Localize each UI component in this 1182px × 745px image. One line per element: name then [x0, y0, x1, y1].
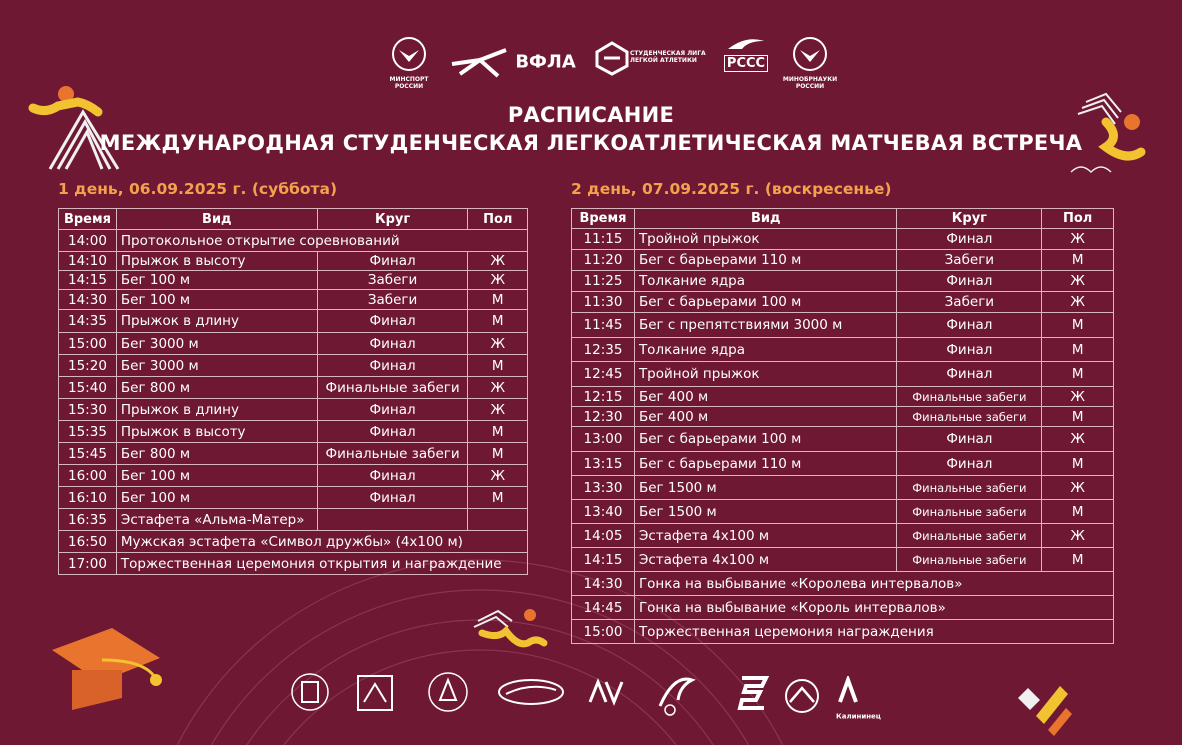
round-cell: Финал [317, 355, 468, 377]
event-cell: Бег 100 м [116, 465, 317, 487]
table-row [59, 355, 528, 377]
time-cell: 11:45 [572, 313, 635, 338]
round-cell: Финальные забеги [897, 524, 1042, 548]
event-cell: Бег с барьерами 100 м [634, 292, 897, 313]
event-cell: Бег 3000 м [116, 333, 317, 355]
header-time: Время [572, 209, 635, 229]
sex-cell: Ж [468, 377, 528, 399]
event-cell: Бег с препятствиями 3000 м [634, 313, 897, 338]
time-cell: 14:30 [59, 290, 117, 310]
event-cell: Эстафета 4х100 м [634, 548, 897, 572]
table-row [572, 476, 1114, 500]
event-cell: Бег 1500 м [634, 476, 897, 500]
sex-cell: М [468, 443, 528, 465]
sex-cell: Ж [1042, 271, 1114, 292]
round-cell: Финальные забеги [897, 387, 1042, 407]
table-row [59, 443, 528, 465]
table-header-row [572, 209, 1114, 229]
time-cell: 11:20 [572, 250, 635, 271]
time-cell: 14:10 [59, 252, 117, 271]
rsss-logo: РССС [724, 36, 768, 72]
graduation-cap-icon [42, 620, 172, 720]
time-cell: 11:25 [572, 271, 635, 292]
time-cell: 15:45 [59, 443, 117, 465]
event-cell: Тройной прыжок [634, 229, 897, 250]
table-row [572, 338, 1114, 362]
kalininec-logo: Калининец [836, 676, 906, 725]
partner-logos-top [380, 36, 840, 96]
event-cell: Прыжок в длину [116, 310, 317, 333]
time-cell: 17:00 [59, 553, 117, 575]
round-cell: Финал [897, 362, 1042, 387]
table-row [572, 250, 1114, 271]
header-round: Круг [317, 209, 468, 230]
ugmu-logo-icon [584, 672, 624, 712]
sex-cell: М [1042, 452, 1114, 476]
time-cell: 13:00 [572, 427, 635, 452]
table-row [59, 465, 528, 487]
day2-schedule-table [571, 208, 1114, 644]
event-cell: Бег 1500 м [634, 500, 897, 524]
table-row [572, 524, 1114, 548]
event-cell: Гонка на выбывание «Король интервалов» [634, 596, 1113, 620]
event-cell: Бег 400 м [634, 407, 897, 427]
round-cell: Финал [897, 313, 1042, 338]
sports-department-logo-icon [730, 672, 774, 716]
header-sex: Пол [1042, 209, 1114, 229]
event-cell: Гонка на выбывание «Королева интервалов» [634, 572, 1113, 596]
runner-graphic-center-icon [470, 603, 550, 658]
wing-icon [726, 37, 766, 51]
event-cell: Торжественная церемония награждения [634, 620, 1113, 644]
table-row [59, 553, 528, 575]
round-cell: Финальные забеги [897, 500, 1042, 524]
table-row [572, 620, 1114, 644]
day2-heading: 2 день, 07.09.2025 г. (воскресенье) [571, 180, 892, 198]
table-row [572, 427, 1114, 452]
table-row [572, 292, 1114, 313]
round-cell: Финал [317, 310, 468, 333]
sex-cell: М [1042, 250, 1114, 271]
sex-cell: Ж [1042, 524, 1114, 548]
day1-schedule-table [58, 208, 528, 575]
table-row [572, 548, 1114, 572]
time-cell: 12:45 [572, 362, 635, 387]
table-row [59, 377, 528, 399]
event-cell: Прыжок в высоту [116, 421, 317, 443]
table-row [59, 421, 528, 443]
event-cell: Бег 100 м [116, 487, 317, 509]
event-cell: Эстафета 4х100 м [634, 524, 897, 548]
minsport-logo: МИНСПОРТ РОССИИ [384, 36, 434, 90]
round-cell: Финальные забеги [897, 476, 1042, 500]
sex-cell: М [1042, 500, 1114, 524]
header-event: Вид [116, 209, 317, 230]
sex-cell: М [1042, 338, 1114, 362]
time-cell: 16:50 [59, 531, 117, 553]
sverdlovsk-region-emblem-icon [290, 668, 330, 718]
time-cell: 12:30 [572, 407, 635, 427]
minobrnauki-logo: МИНОБРНАУКИ РОССИИ [780, 36, 840, 90]
header-sex: Пол [468, 209, 528, 230]
time-cell: 13:40 [572, 500, 635, 524]
table-row [572, 313, 1114, 338]
kalininec-emblem-icon [836, 676, 860, 706]
time-cell: 13:15 [572, 452, 635, 476]
sex-cell: М [468, 310, 528, 333]
table-row [572, 387, 1114, 407]
sex-cell: Ж [1042, 229, 1114, 250]
event-cell: Бег с барьерами 100 м [634, 427, 897, 452]
round-cell: Финальные забеги [897, 548, 1042, 572]
event-cell: Протокольное открытие соревнований [116, 230, 527, 252]
sex-cell: М [468, 421, 528, 443]
round-cell: Финал [317, 487, 468, 509]
time-cell: 14:00 [59, 230, 117, 252]
round-cell: Финал [317, 333, 468, 355]
round-cell [317, 509, 468, 531]
time-cell: 14:05 [572, 524, 635, 548]
sex-cell: Ж [468, 333, 528, 355]
event-cell: Бег 400 м [634, 387, 897, 407]
sex-cell: М [1042, 407, 1114, 427]
table-row [59, 531, 528, 553]
sex-cell: Ж [1042, 476, 1114, 500]
time-cell: 15:00 [572, 620, 635, 644]
event-cell: Эстафета «Альма-Матер» [116, 509, 317, 531]
header-time: Время [59, 209, 117, 230]
eagle-emblem-icon [790, 36, 830, 72]
table-row [59, 333, 528, 355]
time-cell: 16:35 [59, 509, 117, 531]
table-row [59, 399, 528, 421]
round-cell: Финальные забеги [897, 407, 1042, 427]
university-emblem-icon [426, 670, 470, 714]
event-cell: Прыжок в длину [116, 399, 317, 421]
round-cell: Забеги [897, 292, 1042, 313]
round-cell: Забеги [317, 271, 468, 290]
eagle-icon [389, 36, 429, 72]
round-cell: Финал [317, 465, 468, 487]
table-row [572, 407, 1114, 427]
sex-cell: М [468, 487, 528, 509]
time-cell: 13:30 [572, 476, 635, 500]
event-cell: Торжественная церемония открытия и награждение [116, 553, 527, 575]
table-header-row [59, 209, 528, 230]
table-row [59, 509, 528, 531]
round-cell: Финал [317, 252, 468, 271]
table-row [59, 252, 528, 271]
sex-cell: Ж [468, 252, 528, 271]
table-row [59, 310, 528, 333]
time-cell: 12:15 [572, 387, 635, 407]
sla-emblem-icon [594, 40, 630, 76]
time-cell: 11:15 [572, 229, 635, 250]
sex-cell: Ж [468, 271, 528, 290]
round-cell: Финальные забеги [317, 443, 468, 465]
arena-logo-icon [496, 676, 566, 708]
table-row [572, 572, 1114, 596]
time-cell: 15:40 [59, 377, 117, 399]
time-cell: 16:10 [59, 487, 117, 509]
sex-cell: М [468, 290, 528, 310]
sex-cell: М [468, 355, 528, 377]
time-cell: 11:30 [572, 292, 635, 313]
table-row [572, 271, 1114, 292]
table-row [572, 362, 1114, 387]
sex-cell: Ж [1042, 427, 1114, 452]
round-cell: Финал [897, 338, 1042, 362]
round-cell: Финал [317, 399, 468, 421]
event-cell: Бег с барьерами 110 м [634, 250, 897, 271]
time-cell: 14:35 [59, 310, 117, 333]
event-cell: Бег 800 м [116, 443, 317, 465]
round-cell: Финал [317, 421, 468, 443]
event-cell: Толкание ядра [634, 271, 897, 292]
time-cell: 14:30 [572, 572, 635, 596]
sex-cell: Ж [468, 399, 528, 421]
time-cell: 14:45 [572, 596, 635, 620]
stripes-graphic-icon [1014, 676, 1074, 736]
partner-logos-bottom [280, 668, 900, 728]
sex-cell: Ж [468, 465, 528, 487]
round-cell: Забеги [897, 250, 1042, 271]
round-cell: Финал [897, 452, 1042, 476]
event-cell: Бег 3000 м [116, 355, 317, 377]
time-cell: 14:15 [572, 548, 635, 572]
header-event: Вид [634, 209, 897, 229]
sex-cell [468, 509, 528, 531]
sex-cell: Ж [1042, 292, 1114, 313]
header-round: Круг [897, 209, 1042, 229]
table-row [59, 487, 528, 509]
stadium-emblem-icon [782, 676, 822, 716]
time-cell: 15:20 [59, 355, 117, 377]
table-row [572, 452, 1114, 476]
event-cell: Бег 800 м [116, 377, 317, 399]
event-cell: Прыжок в высоту [116, 252, 317, 271]
event-cell: Бег 100 м [116, 271, 317, 290]
sla-logo: СТУДЕНЧЕСКАЯ ЛИГА ЛЕГКОЙ АТЛЕТИКИ [594, 40, 712, 76]
time-cell: 14:15 [59, 271, 117, 290]
sex-cell: М [1042, 362, 1114, 387]
event-cell: Тройной прыжок [634, 362, 897, 387]
round-cell: Финал [897, 271, 1042, 292]
day1-heading: 1 день, 06.09.2025 г. (суббота) [58, 180, 338, 198]
round-cell: Финал [897, 427, 1042, 452]
event-cell: Толкание ядра [634, 338, 897, 362]
vfla-logo: ВФЛА [448, 46, 578, 78]
table-row [59, 290, 528, 310]
event-cell: Бег с барьерами 110 м [634, 452, 897, 476]
time-cell: 16:00 [59, 465, 117, 487]
round-cell: Финал [897, 229, 1042, 250]
sport-club-emblem-icon [650, 670, 698, 718]
table-row [572, 596, 1114, 620]
time-cell: 12:35 [572, 338, 635, 362]
ekaterinburg-emblem-icon [350, 672, 400, 712]
sex-cell: М [1042, 313, 1114, 338]
time-cell: 15:35 [59, 421, 117, 443]
vfla-runner-icon [450, 46, 510, 78]
round-cell: Забеги [317, 290, 468, 310]
table-row [572, 229, 1114, 250]
table-row [59, 230, 528, 252]
time-cell: 15:00 [59, 333, 117, 355]
page-subtitle: МЕЖДУНАРОДНАЯ СТУДЕНЧЕСКАЯ ЛЕГКОАТЛЕТИЧЕСКАЯ МАТЧЕВАЯ ВСТРЕЧА [99, 131, 1083, 155]
event-cell: Мужская эстафета «Символ дружбы» (4х100 м) [116, 531, 527, 553]
sex-cell: М [1042, 548, 1114, 572]
runner-graphic-left-icon [28, 84, 138, 174]
round-cell: Финальные забеги [317, 377, 468, 399]
time-cell: 15:30 [59, 399, 117, 421]
sex-cell: Ж [1042, 387, 1114, 407]
table-row [59, 271, 528, 290]
table-row [572, 500, 1114, 524]
event-cell: Бег 100 м [116, 290, 317, 310]
page-title: РАСПИСАНИЕ [507, 103, 675, 127]
